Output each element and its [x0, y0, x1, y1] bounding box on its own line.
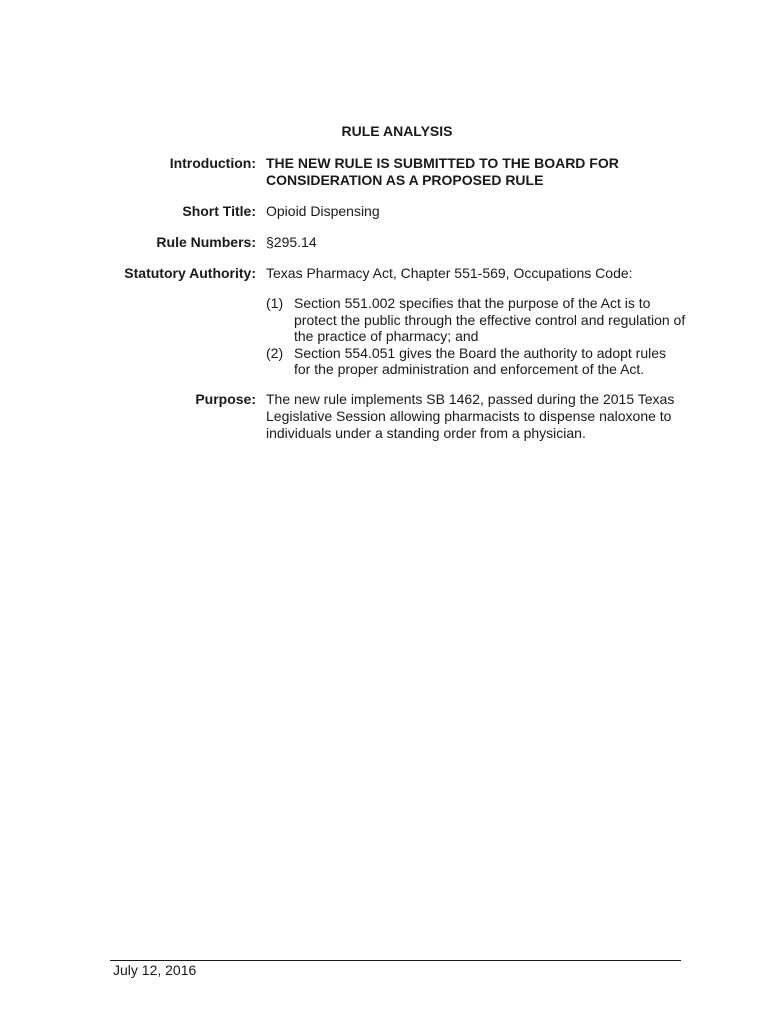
footer-date: July 12, 2016: [113, 962, 197, 978]
statutory-authority-list: [266, 295, 686, 378]
list-item: [266, 345, 686, 378]
introduction-line-1: THE NEW RULE IS SUBMITTED TO THE BOARD FOR: [266, 155, 619, 171]
list-item-number: (2): [266, 344, 284, 361]
short-title-value: Opioid Dispensing: [266, 203, 380, 219]
rule-numbers-label: Rule Numbers:: [156, 234, 256, 250]
footer-divider: [110, 960, 681, 961]
introduction-label: Introduction:: [169, 155, 256, 171]
list-item-number: (1): [266, 295, 284, 311]
purpose-label: Purpose:: [195, 391, 256, 407]
statutory-authority-label: Statutory Authority:: [124, 265, 256, 281]
statutory-authority-value: Texas Pharmacy Act, Chapter 551-569, Occupations Code:: [266, 265, 633, 281]
list-item-text: Section 554.051 gives the Board the authority to adopt rules for the proper administration and enforcement of the Act.: [294, 344, 667, 377]
introduction-value: [266, 155, 686, 189]
page-title: RULE ANALYSIS: [341, 123, 453, 139]
short-title-label: Short Title:: [182, 203, 256, 219]
list-item: [266, 295, 686, 345]
rule-numbers-value: §295.14: [266, 234, 317, 250]
purpose-value: The new rule implements SB 1462, passed during the 2015 Texas Legislative Session allowing pharmacists to dispense naloxone to individuals under a standing order from a physician.: [266, 391, 675, 441]
introduction-line-2: CONSIDERATION AS A PROPOSED RULE: [266, 172, 544, 188]
list-item-text: Section 551.002 specifies that the purpose of the Act is to protect the public through the effective control and regulation of the practice of pharmacy; and: [294, 295, 686, 344]
